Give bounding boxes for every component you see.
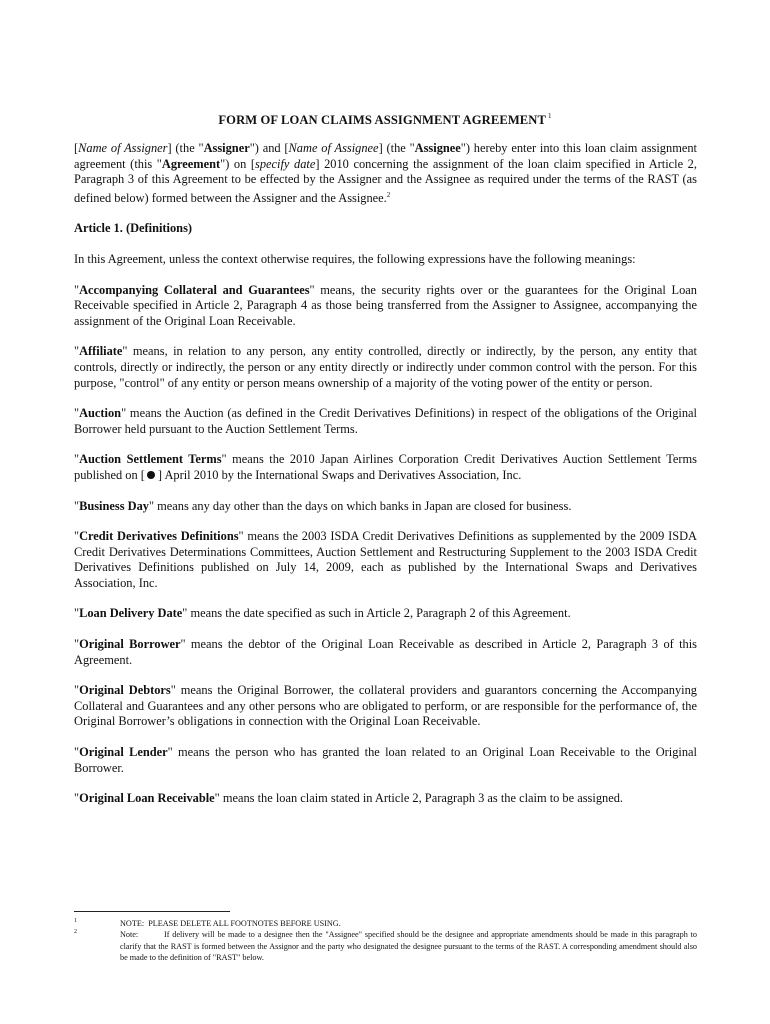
intro-text: ") on [	[220, 156, 256, 171]
article-heading: Article 1. (Definitions)	[74, 221, 193, 236]
definition-auction-settlement-terms: "Auction Settlement Terms" means the 2010 Japan Airlines Corporation Credit Derivatives Auction Settlement Terms published on [ ] April 2010 by the International Swaps and Derivatives Association, Inc.	[74, 452, 697, 482]
definition-auction: "Auction" means the Auction (as defined in the Credit Derivatives Definitions) in respect of the obligations of the Original Borrower held pursuant to the Auction Settlement Terms.	[74, 406, 697, 436]
definition-term: Business Day	[79, 498, 149, 513]
definition-term: Loan Delivery Date	[79, 606, 183, 621]
title-footnote-ref: 1	[548, 112, 552, 120]
footnote-2	[74, 929, 697, 963]
document-body	[74, 141, 697, 822]
intro-text: ") hereby enter into this loan claim assignment agreement (this "	[74, 141, 697, 171]
footnote-text: PLEASE DELETE ALL FOOTNOTES BEFORE USING.	[148, 919, 341, 928]
document-title	[0, 112, 770, 128]
footnote-text: If delivery will be made to a designee then the "Assignee" specified should be the designee and appropriate amendments should be made in this paragraph to clarify that the RAST is formed between the Assignor and the party who designated the designee pursuant to the terms of the RAST. A corresponding amendment should also be made to the definition of "RAST" below.	[120, 930, 697, 963]
intro-text: ") and [	[249, 141, 289, 155]
definition-text: means the 2003 ISDA Credit Derivatives Definitions as supplemented by the 2009 ISDA Credit Derivatives Determinations Committees, Auction Settlement and Restructuring Supplement to the 2003 ISDA Credit Derivatives Definitions published on July 14, 2009, each as published by the International Swaps and Derivatives Association, Inc.	[74, 529, 697, 590]
definition-text: means the loan claim stated in Article 2, Paragraph 3 as the claim to be assigned.	[219, 791, 623, 806]
footnote-label: NOTE:	[120, 919, 145, 928]
definition-accompanying-collateral: "Accompanying Collateral and Guarantees" means, the security rights over or the guarantees for the Original Loan Receivable specified in Article 2, Paragraph 4 as those being transferred from the Assigner to Assignee, accompanying the assignment of the Original Loan Receivable.	[74, 282, 698, 328]
definition-term: Affiliate	[79, 344, 123, 359]
definition-affiliate: "Affiliate" means, in relation to any person, any entity controlled, directly or indirectly, by the person, any entity that controls, directly or indirectly, the person or any entity directly or indirectly under common control with the person. For this purpose, "control" of any entity or person means ownership of a majority of the voting power of the entity or person.	[74, 344, 697, 390]
definition-original-borrower: "Original Borrower" means the debtor of the Original Loan Receivable as described in Article 2, Paragraph 3 of this Agreement.	[74, 637, 697, 667]
definition-term: Accompanying Collateral and Guarantees	[79, 282, 310, 297]
definition-text: means the debtor of the Original Loan Receivable as described in Article 2, Paragraph 3 of this Agreement.	[74, 637, 697, 667]
placeholder-bullet-icon	[147, 471, 155, 479]
definition-term: Credit Derivatives Definitions	[79, 529, 239, 544]
definition-text: means the 2010 Japan Airlines Corporation Credit Derivatives Auction Settlement Terms published on [	[74, 452, 697, 482]
agreement-term: Agreement	[161, 156, 221, 171]
footnote-divider	[74, 911, 230, 912]
footnote-number: 2	[74, 929, 77, 936]
definition-text: ] April 2010 by the International Swaps and Derivatives Association, Inc.	[157, 467, 522, 482]
definition-term: Original Debtors	[79, 683, 171, 698]
intro-footnote-ref: 2	[386, 190, 391, 199]
assignee-placeholder: Name of Assignee	[288, 141, 379, 155]
intro-text: ] 2010 concerning the assignment of the loan claim specified in Article 2, Paragraph 3 of this Agreement to be effected by the Assigner and the Assignee as required under the terms of the RAST (as defined below) formed between the Assigner and the Assignee.	[74, 156, 697, 205]
footnotes	[74, 918, 697, 964]
definition-original-lender: "Original Lender" means the person who has granted the loan related to an Original Loan Receivable to the Original Borrower.	[74, 745, 698, 775]
definition-original-debtors: "Original Debtors" means the Original Borrower, the collateral providers and guarantors concerning the Accompanying Collateral and Guarantees and any other persons who are obligated to perform, or are responsible for the performance of, the Original Borrower’s obligations in connection with the Original Loan Receivable.	[74, 683, 698, 729]
definition-text: means, in relation to any person, any entity controlled, directly or indirectly, by the person, any entity that controls, directly or indirectly, the person or any entity directly or indirectly under common control with the person. For this purpose, "control" of any entity or person means ownership of a majority of the voting power of the entity or person.	[74, 344, 697, 390]
footnote-1	[74, 918, 697, 929]
definition-term: Original Lender	[79, 745, 168, 760]
definition-term: Auction Settlement Terms	[79, 452, 222, 467]
date-placeholder: specify date	[255, 156, 316, 171]
intro-text: ] (the "	[167, 141, 204, 155]
intro-paragraph	[74, 141, 697, 206]
definition-text: means, the security rights over or the guarantees for the Original Loan Receivable specified in Article 2, Paragraph 4 as those being transferred from the Assigner to Assignee, accompanying the assignment of the Original Loan Receivable.	[74, 282, 698, 328]
definition-original-loan-receivable: "Original Loan Receivable" means the loan claim stated in Article 2, Paragraph 3 as the claim to be assigned.	[74, 791, 623, 806]
assignee-term: Assignee	[414, 141, 461, 155]
definition-term: Original Loan Receivable	[79, 791, 215, 806]
definition-text: means the date specified as such in Article 2, Paragraph 2 of this Agreement.	[187, 606, 571, 621]
assigner-term: Assigner	[203, 141, 250, 155]
definition-text: means the person who has granted the loan related to an Original Loan Receivable to the Original Borrower.	[74, 745, 698, 775]
footnote-label: Note:	[120, 930, 139, 940]
definition-loan-delivery-date: "Loan Delivery Date" means the date specified as such in Article 2, Paragraph 2 of this Agreement.	[74, 606, 571, 621]
intro-text: [	[74, 141, 79, 155]
assigner-placeholder: Name of Assigner	[78, 141, 168, 155]
definition-term: Auction	[79, 406, 122, 421]
intro-text: ] (the "	[378, 141, 415, 155]
definition-business-day: "Business Day" means any day other than the days on which banks in Japan are closed for business.	[74, 498, 572, 513]
definition-text: means the Auction (as defined in the Credit Derivatives Definitions) in respect of the obligations of the Original Borrower held pursuant to the Auction Settlement Terms.	[74, 406, 697, 436]
definition-credit-derivatives: "Credit Derivatives Definitions" means the 2003 ISDA Credit Derivatives Definitions as supplemented by the 2009 ISDA Credit Derivatives Determinations Committees, Auction Settlement and Restructuring Supplement to the 2003 ISDA Credit Derivatives Definitions published on July 14, 2009, each as published by the International Swaps and Derivatives Association, Inc.	[74, 529, 697, 590]
meanings-intro: In this Agreement, unless the context otherwise requires, the following expressions have the following meanings:	[74, 251, 636, 266]
definition-text: means the Original Borrower, the collateral providers and guarantors concerning the Accompanying Collateral and Guarantees and any other persons who are obligated to perform, or are responsible for the performance of, the Original Borrower’s obligations in connection with the Original Loan Receivable.	[74, 683, 698, 729]
footnote-number: 1	[74, 918, 77, 924]
definition-text: means any day other than the days on which banks in Japan are closed for business.	[154, 498, 572, 513]
title-text: FORM OF LOAN CLAIMS ASSIGNMENT AGREEMENT	[218, 113, 546, 127]
definition-term: Original Borrower	[79, 637, 181, 652]
